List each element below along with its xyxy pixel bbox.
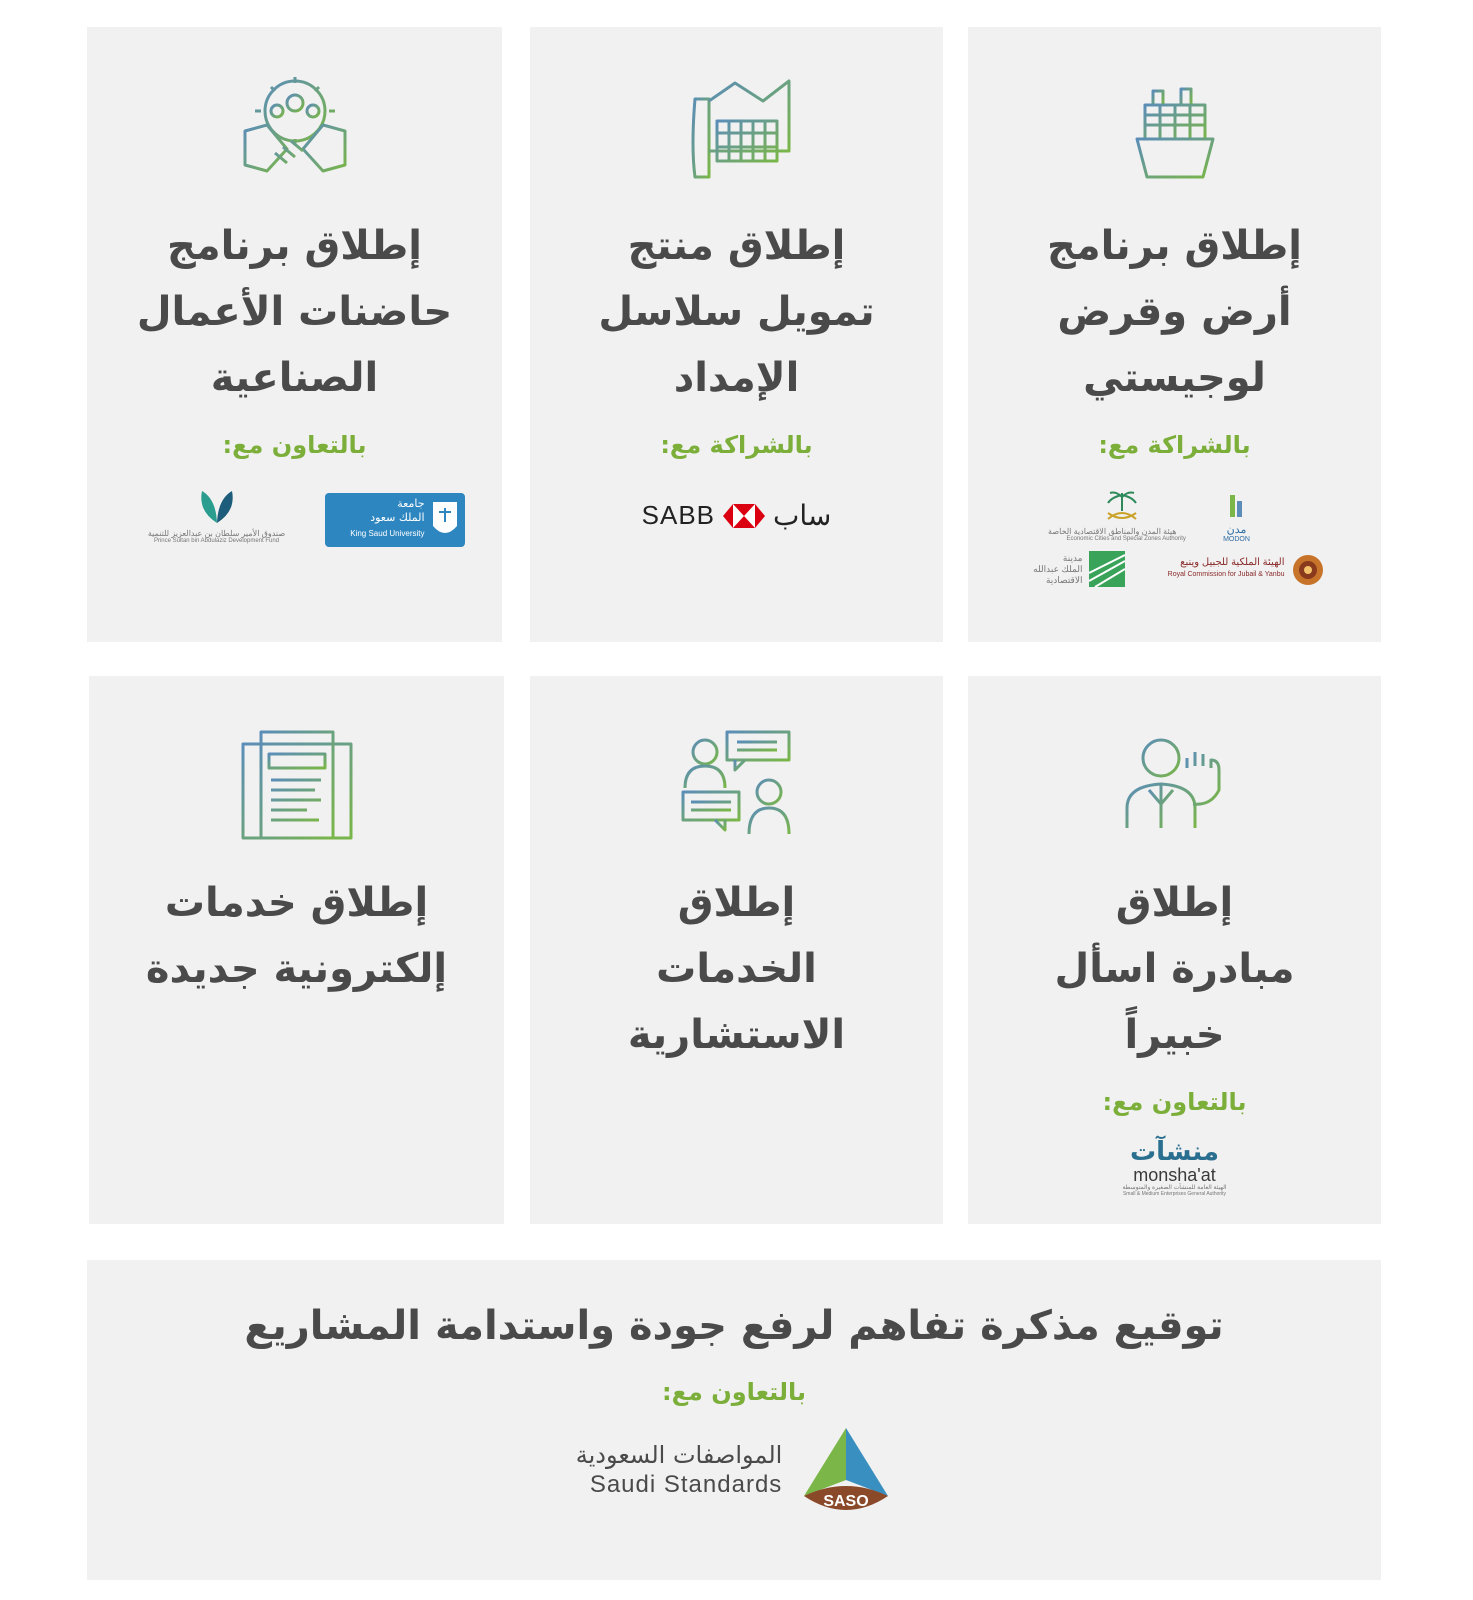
sabb-hexagon-icon	[723, 504, 765, 528]
collaboration-label: بالتعاون مع:	[222, 431, 367, 459]
saso-logo	[576, 1426, 893, 1514]
consulting-icon	[677, 728, 797, 848]
card-title-line: إطلاق	[677, 880, 796, 926]
rcjy-emblem-icon	[1291, 553, 1325, 587]
card-title-line: حاضنات الأعمال	[136, 289, 453, 335]
modon-mark-icon	[1222, 491, 1252, 521]
factory-icon	[677, 71, 797, 191]
card-title-line: الإمداد	[673, 355, 800, 401]
card-title-line: الصناعية	[210, 355, 379, 401]
banner-mou	[87, 1260, 1381, 1580]
partnership-label: بالشراكة مع:	[660, 431, 813, 459]
card-title-line: تمويل سلاسل	[598, 289, 875, 335]
card-title	[1047, 213, 1302, 411]
partnership-label: بالشراكة مع:	[1098, 431, 1251, 459]
card-title-line: خبيراً	[1124, 1012, 1225, 1058]
card-e-services	[89, 676, 504, 1224]
card-title	[628, 870, 845, 1068]
expert-icon	[1115, 728, 1235, 848]
card-title-line: الخدمات	[656, 946, 817, 992]
card-title-line: أرض وقرض	[1057, 289, 1292, 335]
card-title-line: الاستشارية	[627, 1012, 846, 1058]
psadf-leaf-icon	[196, 487, 238, 525]
card-title	[1055, 870, 1295, 1068]
palm-swords-icon	[1102, 489, 1142, 523]
banner-title: توقيع مذكرة تفاهم لرفع جودة واستدامة المشاريع	[244, 1303, 1224, 1349]
card-title-line: إطلاق منتج	[627, 223, 846, 269]
collaboration-label: بالتعاون مع:	[662, 1378, 806, 1406]
rcjy-logo: الهيئة الملكية للجبيل وينبع Royal Commission for Jubail & Yanbu	[1157, 553, 1325, 589]
kaec-logo: مدينة الملك عبدالله الاقتصادية	[1025, 551, 1125, 591]
saso-badge-text: SASO	[823, 1493, 869, 1510]
gear-handshake-icon	[235, 71, 355, 191]
cargo-ship-icon	[1115, 71, 1235, 191]
ecza-logo: هيئة المدن والمناطق الاقتصادية الخاصة Economic Cities and Special Zones Authority	[1067, 489, 1177, 542]
card-incubators-program	[87, 27, 502, 642]
partner-logos	[1025, 481, 1325, 601]
saso-triangle-icon	[800, 1426, 892, 1514]
partner-logos	[125, 487, 465, 557]
card-title-line: إطلاق	[1115, 880, 1234, 926]
card-title	[598, 213, 874, 411]
card-title-line: لوجيستي	[1083, 355, 1266, 401]
documents-icon	[237, 728, 357, 848]
card-title	[146, 870, 447, 1002]
psadf-logo: صندوق الأمير سلطان بن عبدالعزيز للتنمية Prince Sultan bin Abdulaziz Development Fund	[137, 487, 297, 544]
card-title-line: إلكترونية جديدة	[145, 946, 448, 992]
card-title-line: إطلاق برنامج	[167, 223, 422, 269]
card-title-line: مبادرة اسأل	[1054, 946, 1295, 992]
saso-text: المواصفات السعودية Saudi Standards	[575, 1441, 783, 1498]
card-consulting-services	[530, 676, 943, 1224]
card-logistics-program	[968, 27, 1381, 642]
card-title-line: إطلاق خدمات	[164, 880, 429, 926]
ksu-logo: جامعة الملك سعود King Saud University	[325, 493, 465, 547]
card-ask-expert	[968, 676, 1381, 1224]
card-title	[137, 213, 452, 411]
kaec-mark-icon	[1089, 551, 1125, 587]
modon-logo: مدن MODON	[1217, 491, 1257, 543]
card-supply-chain-finance	[530, 27, 943, 642]
ksu-shield-icon	[431, 500, 459, 540]
collaboration-label: بالتعاون مع:	[1102, 1088, 1247, 1116]
sabb-logo: SABB ساب	[641, 499, 832, 532]
card-title-line: إطلاق برنامج	[1047, 223, 1302, 269]
monshaat-logo: منشآت monsha'at الهيئة العامة للمنشآت الصغيرة والمتوسطة Small & Medium Enterprises General Authority	[1122, 1137, 1227, 1197]
